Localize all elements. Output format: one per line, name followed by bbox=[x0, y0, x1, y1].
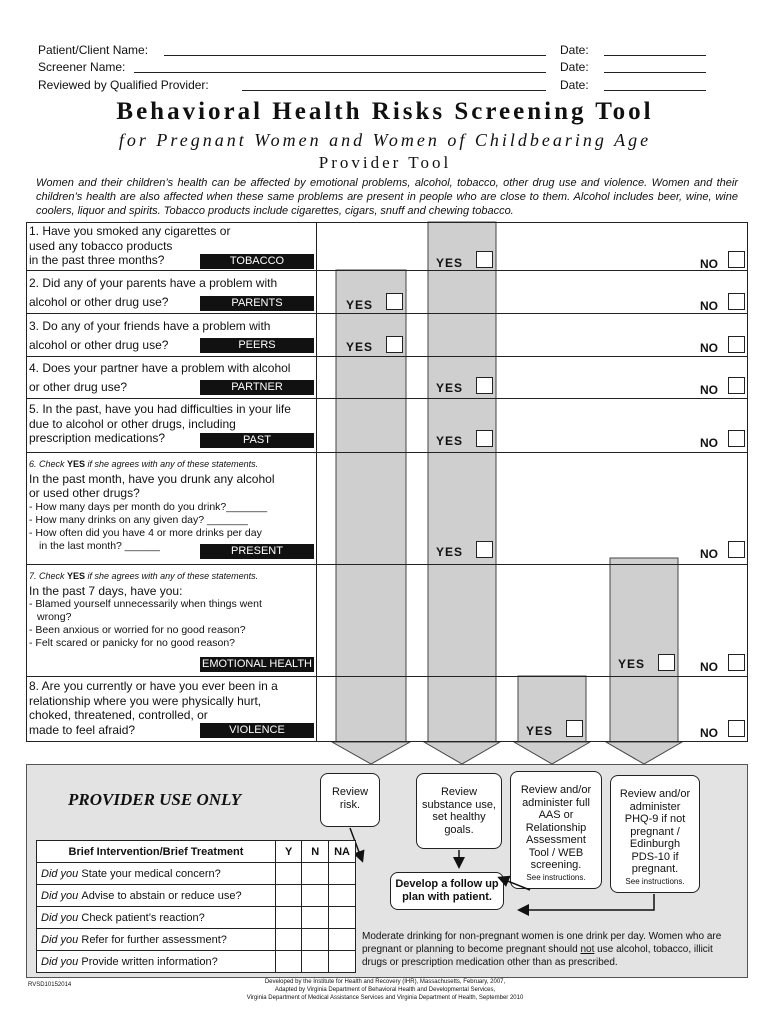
review-risk-box: Review risk. bbox=[320, 773, 380, 827]
col-y: Y bbox=[275, 841, 302, 863]
col-na: NA bbox=[329, 841, 356, 863]
cell-y[interactable] bbox=[275, 863, 302, 885]
col-n: N bbox=[302, 841, 329, 863]
moderate-drinking-note: Moderate drinking for non-pregnant women is one drink per day. Women who are pregnant or planning to become pregnant should not use alcohol, tobacco, illicit drugs or prescription medication other than as prescribed. bbox=[362, 931, 722, 968]
tag-past: PAST bbox=[200, 433, 314, 448]
cell-n[interactable] bbox=[302, 885, 329, 907]
cell-y[interactable] bbox=[275, 951, 302, 973]
question-7: 7. Check YES if she agrees with any of these statements. In the past 7 days, have you: - Blamed yourself unnecessarily when things went wrong? - Been anxious or worried for no good reason? - Felt scared or panicky for no good reason? bbox=[29, 571, 262, 649]
question-4: 4. Does your partner have a problem with alcohol or other drug use? bbox=[29, 361, 291, 394]
no-label-4: NO bbox=[700, 383, 718, 397]
table-row: Did you Refer for further assessment? bbox=[37, 929, 356, 951]
patient-name-label: Patient/Client Name: bbox=[38, 43, 149, 57]
no-label-3: NO bbox=[700, 341, 718, 355]
yes-label-6: YES bbox=[436, 545, 464, 559]
no-label-7: NO bbox=[700, 660, 718, 674]
form-code: RVSD10152014 bbox=[28, 982, 72, 988]
table-row: Did you Provide written information? bbox=[37, 951, 356, 973]
yes-label-1: YES bbox=[436, 256, 464, 270]
cell-n[interactable] bbox=[302, 951, 329, 973]
tag-tobacco: TOBACCO bbox=[200, 254, 314, 269]
provider-heading: PROVIDER USE ONLY bbox=[68, 790, 242, 809]
yes-label-8: YES bbox=[526, 724, 554, 738]
table-row: Did you State your medical concern? bbox=[37, 863, 356, 885]
review-aas-box: Review and/or administer full AAS or Relationship Assessment Tool / WEB screening. See instructions. bbox=[510, 771, 602, 889]
tag-peers: PEERS bbox=[200, 338, 314, 353]
table-header: Brief Intervention/Brief Treatment bbox=[37, 841, 276, 863]
yes-label-5: YES bbox=[436, 434, 464, 448]
cell-n[interactable] bbox=[302, 907, 329, 929]
question-6: 6. Check YES if she agrees with any of these statements. In the past month, have you drunk any alcohol or used other drugs? - How many days per month do you drink?_______ - How many drinks on any given day? _______ - How often did you have 4 or more drinks per day in the last month? ______ bbox=[29, 459, 275, 552]
followup-plan-box: Develop a follow up plan with patient. bbox=[390, 872, 504, 910]
cell-y[interactable] bbox=[275, 907, 302, 929]
date-label-1: Date: bbox=[560, 43, 589, 57]
screener-name-label: Screener Name: bbox=[38, 60, 126, 74]
yes-label-2: YES bbox=[346, 298, 374, 312]
tag-partner: PARTNER bbox=[200, 380, 314, 395]
yes-label-7: YES bbox=[618, 657, 646, 671]
tag-parents: PARENTS bbox=[200, 296, 314, 311]
question-2: 2. Did any of your parents have a problem with alcohol or other drug use? bbox=[29, 276, 278, 309]
question-3: 3. Do any of your friends have a problem with alcohol or other drug use? bbox=[29, 319, 271, 352]
page-subtitle: for Pregnant Women and Women of Childbearing Age bbox=[118, 130, 652, 150]
tag-emotional-health: EMOTIONAL HEALTH bbox=[201, 658, 313, 670]
tag-violence: VIOLENCE bbox=[200, 723, 314, 738]
cell-na[interactable] bbox=[329, 951, 356, 973]
review-phq-box: Review and/or administer PHQ-9 if not pregnant / Edinburgh PDS-10 if pregnant. See instructions. bbox=[610, 775, 700, 893]
question-5: 5. In the past, have you had difficulties in your life due to alcohol or other drugs, including prescription medications? bbox=[29, 402, 291, 445]
reviewer-label: Reviewed by Qualified Provider: bbox=[38, 78, 209, 92]
no-label-8: NO bbox=[700, 726, 718, 740]
question-1: 1. Have you smoked any cigarettes or used any tobacco products in the past three months? bbox=[29, 224, 231, 267]
footer-credits: Developed by the Institute for Health and Recovery (IHR), Massachusetts, February, 2007, Adapted by Virginia Department of Behavioral Health and Developmental Services, Virginia Department of Medical Assistance Services and Virginia Department of Health, September 2010 bbox=[246, 979, 524, 1001]
brief-intervention-table bbox=[36, 840, 356, 973]
yes-label-3: YES bbox=[346, 340, 374, 354]
no-label-5: NO bbox=[700, 436, 718, 450]
cell-na[interactable] bbox=[329, 929, 356, 951]
table-row: Did you Advise to abstain or reduce use? bbox=[37, 885, 356, 907]
no-label-2: NO bbox=[700, 299, 718, 313]
date-label-2: Date: bbox=[560, 60, 589, 74]
intro-paragraph: Women and their children’s health can be affected by emotional problems, alcohol, tobacco, other drug use and violence. Women and their children’s health are also affected when these same problems are present in people who are close to them. Alcohol includes beer, wine, wine coolers, liquor and spirits. Tobacco products include cigarettes, cigars, snuff and chewing tobacco. bbox=[36, 177, 738, 217]
cell-n[interactable] bbox=[302, 863, 329, 885]
question-8: 8. Are you currently or have you ever been in a relationship where you were physically hurt, choked, threatened, controlled, or made to feel afraid? bbox=[29, 679, 278, 737]
date-label-3: Date: bbox=[560, 78, 589, 92]
cell-na[interactable] bbox=[329, 885, 356, 907]
review-substance-box: Review substance use, set healthy goals. bbox=[416, 773, 502, 849]
cell-y[interactable] bbox=[275, 929, 302, 951]
no-label-1: NO bbox=[700, 257, 718, 271]
page-title: Behavioral Health Risks Screening Tool bbox=[116, 98, 654, 125]
cell-y[interactable] bbox=[275, 885, 302, 907]
provider-tool-label: Provider Tool bbox=[318, 153, 452, 172]
table-row: Did you Check patient’s reaction? bbox=[37, 907, 356, 929]
cell-na[interactable] bbox=[329, 863, 356, 885]
cell-na[interactable] bbox=[329, 907, 356, 929]
tag-present: PRESENT bbox=[200, 544, 314, 559]
no-label-6: NO bbox=[700, 547, 718, 561]
yes-label-4: YES bbox=[436, 381, 464, 395]
cell-n[interactable] bbox=[302, 929, 329, 951]
